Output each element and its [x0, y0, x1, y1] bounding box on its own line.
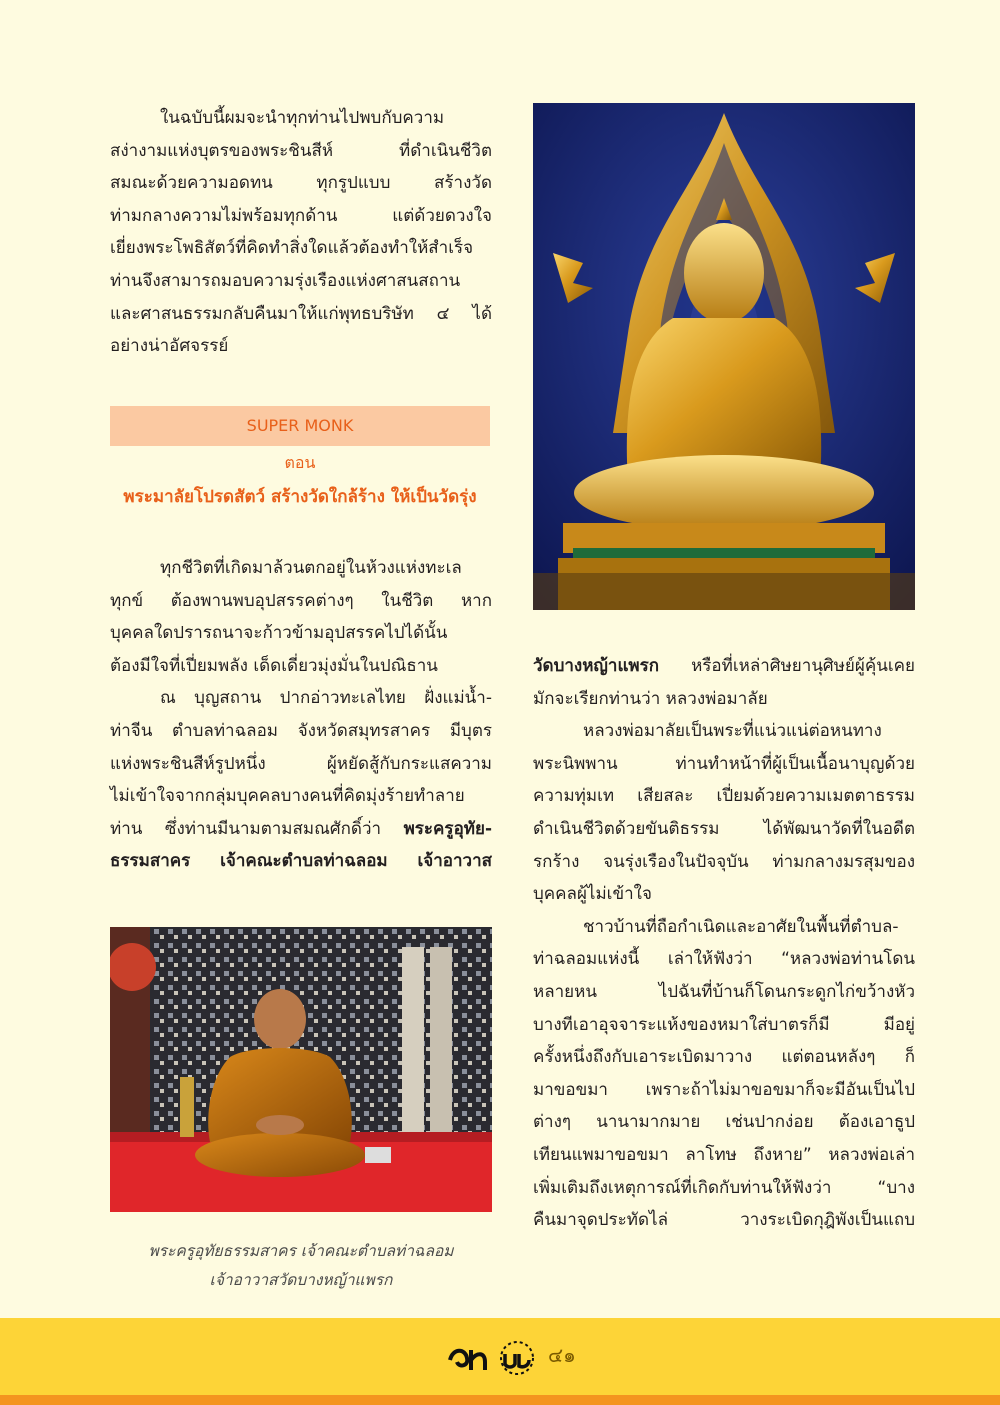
body-line	[110, 813, 492, 846]
footer-line	[0, 1395, 1000, 1405]
photo-caption	[110, 1237, 492, 1295]
caption-line: พระครูอุทัยธรรมสาคร เจ้าคณะตำบลท่าฉลอม	[148, 1242, 454, 1260]
intro-line: เยี่ยงพระโพธิสัตว์ที่คิดทำสิ่งใดแล้วต้องทำให้สำเร็จ	[110, 238, 474, 259]
body-line: ครั้งหนึ่งถึงกับเอาระเบิดมาวาง แต่ตอนหลังๆ ก็	[533, 1047, 915, 1068]
body-line: บุคคลผู้ไม่เข้าใจ	[533, 884, 652, 905]
body-line: ต่างๆ นานามากมาย เช่นปากง่อย ต้องเอาธูป	[533, 1112, 915, 1133]
body-line: พระนิพพาน ท่านทำหน้าที่ผู้เป็นเนื้อนาบุญด้วย	[533, 753, 915, 774]
body-line: บางทีเอาอุจจาระแห้งของหมาใส่บาตรก็มี มีอยู่	[533, 1014, 915, 1035]
intro-line: ในฉบับนี้ผมจะนำทุกท่านไปพบกับความ	[160, 108, 445, 128]
right-column	[533, 650, 915, 1237]
page-number: ๔๑	[548, 1343, 576, 1367]
body-line: ท่าฉลอมแห่งนี้ เล่าให้ฟังว่า “หลวงพ่อท่านโดน	[533, 949, 915, 970]
left-column	[110, 102, 492, 363]
caption-line: เจ้าอาวาสวัดบางหญ้าแพรก	[209, 1271, 393, 1289]
body-line: ชาวบ้านที่ถือกำเนิดและอาศัยในพื้นที่ตำบล-	[583, 916, 899, 937]
body-line: บุคคลใดปรารถนาจะก้าวข้ามอุปสรรคไปได้นั้น	[110, 623, 448, 644]
banner-title: SUPER MONK	[246, 416, 354, 435]
body-line: มักจะเรียกท่านว่า หลวงพ่อมาลัย	[533, 688, 768, 709]
intro-line: อย่างน่าอัศจรรย์	[110, 336, 229, 357]
episode-label: ตอน	[284, 453, 316, 472]
intro-line: ท่ามกลางความไม่พร้อมทุกด้าน แต่ด้วยดวงใจ	[110, 205, 492, 226]
intro-line: และศาสนธรรมกลับคืนมาให้แก่พุทธบริษัท ๔ ได้	[110, 303, 492, 324]
body-line: ธรรมสาคร เจ้าคณะตำบลท่าฉลอม เจ้าอาวาส	[110, 851, 492, 872]
body-line: ต้องมีใจที่เปี่ยมพลัง เด็ดเดี่ยวมุ่งมั่นในปณิธาน	[110, 655, 438, 676]
monk-portrait-photo	[110, 927, 492, 1212]
body-line: ณ บุญสถาน ปากอ่าวทะเลไทย ฝั่งแม่น้ำ-	[160, 688, 492, 709]
body-line: มาขอขมา เพราะถ้าไม่มาขอขมาก็จะมีอันเป็นไป	[533, 1079, 915, 1100]
body-line: รกร้าง จนรุ่งเรืองในปัจจุบัน ท่ามกลางมรสุมของ	[533, 851, 915, 872]
buddha-statue-photo	[533, 103, 915, 610]
monk-name-bold: พระครูอุทัย-	[403, 818, 492, 839]
temple-name-bold: วัดบางหญ้าแพรก	[533, 656, 660, 676]
section-banner	[110, 406, 490, 446]
body-line: เทียนแพมาขอขมา ลาโทษ ถึงหาย” หลวงพ่อเล่า	[533, 1144, 915, 1165]
body-line: ทุกข์ ต้องพานพบอุปสรรคต่างๆ ในชีวิต หาก	[110, 590, 492, 611]
intro-line: สง่างามแห่งบุตรของพระชินสีห์ ที่ดำเนินชีวิต	[110, 140, 492, 161]
body-line: ความทุ่มเท เสียสละ เปี่ยมด้วยความเมตตาธรรม	[533, 786, 915, 807]
body-line: แห่งพระชินสีห์รูปหนึ่ง ผู้หยัดสู้กับกระแสความ	[110, 753, 492, 774]
intro-line: สมณะด้วยความอดทน ทุกรูปแบบ สร้างวัด	[110, 173, 492, 194]
body-line: ไม่เข้าใจจากกลุ่มบุคคลบางคนที่คิดมุ่งร้ายทำลาย	[110, 786, 465, 807]
body-text: ท่าน ซึ่งท่านมีนามตามสมณศักดิ์ว่า	[110, 818, 382, 839]
body-line: ท่าจีน ตำบลท่าฉลอม จังหวัดสมุทรสาคร มีบุตร	[110, 720, 492, 741]
body-line: ทุกชีวิตที่เกิดมาล้วนตกอยู่ในห้วงแห่งทะเล	[160, 558, 462, 578]
body-line: เพิ่มเติมถึงเหตุการณ์ที่เกิดกับท่านให้ฟังว่า “บาง	[533, 1177, 915, 1198]
body-line: คืนมาจุดประทัดไล่ วางระเบิดกุฎิพังเป็นแถบ	[533, 1210, 915, 1231]
body-line: ดำเนินชีวิตด้วยขันติธรรม ได้พัฒนาวัดที่ในอดีต	[533, 818, 915, 839]
episode-title: พระมาลัยโปรดสัตว์ สร้างวัดใกล้ร้าง ให้เป็นวัดรุ่ง	[123, 487, 477, 507]
body-line: หลวงพ่อมาลัยเป็นพระที่แน่วแน่ต่อหนทาง	[583, 721, 882, 742]
intro-line: ท่านจึงสามารถมอบความรุ่งเรืองแห่งศาสนสถาน	[110, 270, 461, 291]
body-line	[533, 650, 915, 683]
magazine-logo-icon	[445, 1336, 550, 1378]
body-text: หรือที่เหล่าศิษยานุศิษย์ผู้คุ้นเคย	[659, 656, 915, 676]
left-body	[110, 552, 492, 878]
body-line: หลายหน ไปฉันที่บ้านก็โดนกระดูกไก่ขว้างหัว	[533, 981, 915, 1002]
